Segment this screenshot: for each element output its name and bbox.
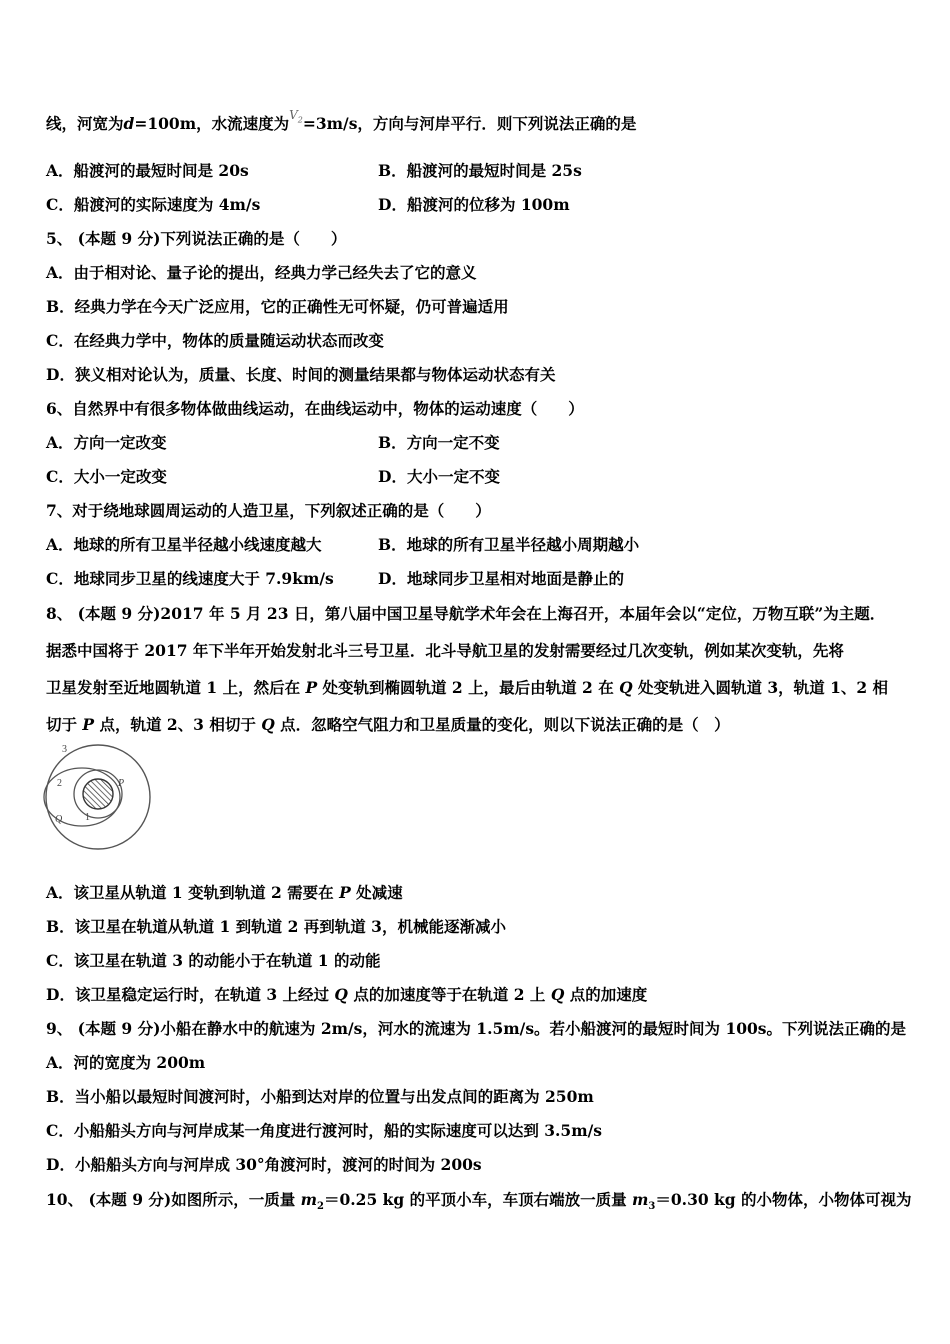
q4-text-b: =100m，水流速度为: [134, 114, 290, 133]
q9-option-b: B．当小船以最短时间渡河时，小船到达对岸的位置与出发点间的距离为 250m: [46, 1087, 594, 1106]
q8-stem-line1: 8、 (本题 9 分)2017 年 5 月 23 日，第八届中国卫星导航学术年会在上海召开，本届年会以“定位，万物互联”为主题．: [46, 604, 886, 623]
q8-point-q: Q: [619, 678, 633, 697]
q4-option-d: D．船渡河的位移为 100m: [378, 195, 570, 214]
q10-m3: m: [632, 1190, 649, 1209]
q4-option-b: B．船渡河的最短时间是 25s: [378, 161, 582, 180]
q7-option-d: D．地球同步卫星相对地面是静止的: [378, 569, 624, 588]
q10-text-c: ＝0.30 kg 的小物体，小物体可视为: [655, 1190, 912, 1209]
q8-stem-line4: [46, 715, 730, 735]
q8-l3-c: 处变轨进入圆轨道 3，轨道 1、2 相: [632, 678, 889, 697]
q4-stem-tail: [46, 108, 637, 140]
label-orbit-1: 1: [85, 812, 90, 823]
q5-option-b: B．经典力学在今天广泛应用，它的正确性无可怀疑，仍可普遍适用: [46, 297, 509, 316]
q8-d-point-q: Q: [334, 985, 348, 1004]
q8-d-part2: 点的加速度等于在轨道 2 上: [347, 985, 551, 1004]
label-point-p: P: [118, 778, 125, 789]
q8-point-p: P: [305, 678, 318, 697]
q7-stem: 7、对于绕地球圆周运动的人造卫星，下列叙述正确的是（ ）: [46, 501, 491, 520]
q6-option-a: A．方向一定改变: [46, 433, 167, 452]
q8-d-point-q-2: Q: [550, 985, 565, 1004]
q8-stem-line2: 据悉中国将于 2017 年下半年开始发射北斗三号卫星．北斗导航卫星的发射需要经过几次变轨，例如某次变轨，先将: [46, 641, 844, 660]
q6-option-c: C．大小一定改变: [46, 467, 167, 486]
q6-option-b: B．方向一定不变: [378, 433, 500, 452]
q10-text-b: ＝0.25 kg 的平顶小车，车顶右端放一质量: [323, 1190, 633, 1209]
label-orbit-3: 3: [62, 744, 67, 755]
q6-stem: 6、自然界中有很多物体做曲线运动，在曲线运动中，物体的运动速度（ ）: [46, 399, 584, 418]
q9-option-c: C．小船船头方向与河岸成某一角度进行渡河时，船的实际速度可以达到 3.5m/s: [46, 1121, 602, 1140]
q9-option-a: A．河的宽度为 200m: [46, 1053, 206, 1072]
q8-l4-b: 点，轨道 2、3 相切于: [94, 715, 262, 734]
q5-stem: 5、 (本题 9 分)下列说法正确的是（ ）: [46, 229, 347, 248]
q8-point-p-2: P: [82, 715, 95, 734]
earth: [83, 779, 113, 809]
q8-d-part1: D．该卫星稳定运行时，在轨道 3 上经过: [46, 985, 335, 1004]
orbit-diagram: [40, 742, 156, 852]
q10-text-a: 10、 (本题 9 分)如图所示，一质量: [46, 1190, 301, 1209]
q7-option-a: A．地球的所有卫星半径越小线速度越大: [46, 535, 322, 554]
label-orbit-2: 2: [57, 778, 62, 789]
q10-stem: [46, 1190, 912, 1217]
q8-l3-a: 卫星发射至近地圆轨道 1 上，然后在: [46, 678, 306, 697]
q8-a-part2: 处减速: [350, 883, 403, 902]
q7-option-b: B．地球的所有卫星半径越小周期越小: [378, 535, 640, 554]
q8-l4-c: 点．忽略空气阻力和卫星质量的变化，则以下说法正确的是（ ）: [274, 715, 730, 734]
v2-subscript: 2: [297, 115, 303, 125]
q5-option-d: D．狭义相对论认为，质量、长度、时间的测量结果都与物体运动状态有关: [46, 365, 556, 384]
q4-d-variable: d: [123, 114, 135, 133]
q10-m3-sub: 3: [648, 1201, 656, 1213]
q8-a-part1: A．该卫星从轨道 1 变轨到轨道 2 需要在: [46, 883, 340, 902]
q8-l3-b: 处变轨到椭圆轨道 2 上，最后由轨道 2 在: [317, 678, 620, 697]
q4-option-c: C．船渡河的实际速度为 4m/s: [46, 195, 261, 214]
q9-stem: 9、 (本题 9 分)小船在静水中的航速为 2m/s，河水的流速为 1.5m/s。若小船渡河的最短时间为 100s。下列说法正确的是: [46, 1019, 907, 1038]
q8-l4-a: 切于: [46, 715, 83, 734]
v2-letter: V: [289, 108, 298, 122]
q8-option-d: [46, 985, 647, 1005]
q8-stem-line3: [46, 678, 888, 698]
v2-symbol: [289, 105, 303, 130]
q8-point-q-2: Q: [261, 715, 275, 734]
q8-option-a: [46, 883, 403, 903]
q10-m2-sub: 2: [317, 1201, 324, 1213]
q5-option-a: A．由于相对论、量子论的提出，经典力学己经失去了它的意义: [46, 263, 477, 282]
q4-option-a: A．船渡河的最短时间是 20s: [46, 161, 249, 180]
q4-text-c: =3m/s，方向与河岸平行．则下列说法正确的是: [302, 114, 637, 133]
q8-d-part3: 点的加速度: [564, 985, 648, 1004]
q4-text-a: 线，河宽为: [46, 114, 124, 133]
label-point-q: Q: [55, 814, 63, 825]
q8-option-c: C．该卫星在轨道 3 的动能小于在轨道 1 的动能: [46, 951, 381, 970]
q8-option-b: B．该卫星在轨道从轨道 1 到轨道 2 再到轨道 3，机械能逐渐减小: [46, 917, 506, 936]
q9-option-d: D．小船船头方向与河岸成 30°角渡河时，渡河的时间为 200s: [46, 1155, 482, 1174]
q10-m2: m: [300, 1190, 318, 1209]
q6-option-d: D．大小一定不变: [378, 467, 500, 486]
q8-a-point-p: P: [339, 883, 351, 902]
q7-option-c: C．地球同步卫星的线速度大于 7.9km/s: [46, 569, 334, 588]
q5-option-c: C．在经典力学中，物体的质量随运动状态而改变: [46, 331, 384, 350]
